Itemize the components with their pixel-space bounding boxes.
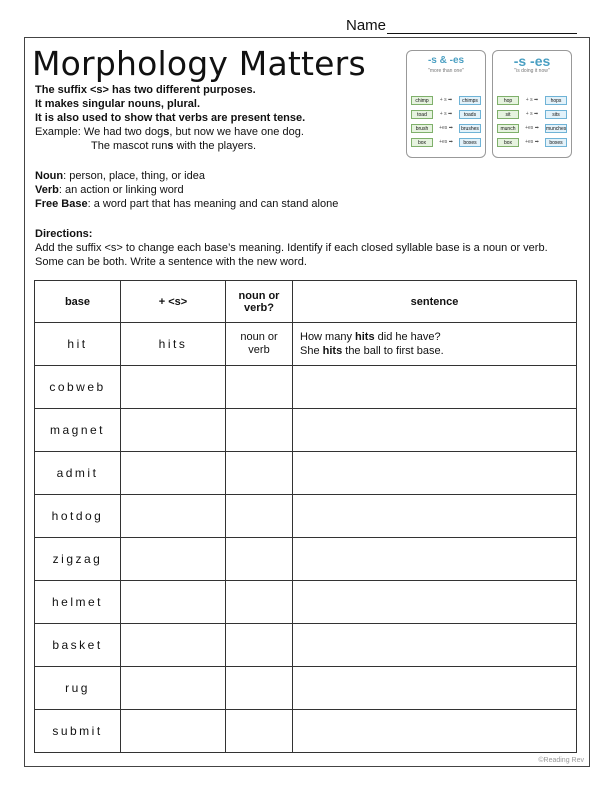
sentence-answer-cell[interactable] (293, 581, 577, 624)
card-subtitle: "is doing it now" (514, 68, 550, 74)
plus-s-cell: hits (121, 323, 226, 366)
plus-s-answer-cell[interactable] (121, 366, 226, 409)
name-label: Name (346, 17, 387, 34)
sentence-answer-cell[interactable] (293, 667, 577, 710)
intro-block (35, 83, 305, 153)
copyright-text: ©Reading Rev (538, 757, 584, 764)
noun-or-verb-answer-cell[interactable] (226, 452, 293, 495)
noun-or-verb-answer-cell[interactable] (226, 366, 293, 409)
table-row (35, 366, 577, 409)
plus-s-answer-cell[interactable] (121, 495, 226, 538)
sentence-answer-cell[interactable] (293, 409, 577, 452)
base-cell: helmet (35, 581, 121, 624)
present-tense-reference-card (492, 50, 572, 158)
column-header-sentence: sentence (293, 281, 577, 323)
intro-line-1: The suffix <s> has two different purposes. (35, 84, 256, 96)
plus-s-answer-cell[interactable] (121, 409, 226, 452)
definitions-block (35, 169, 338, 211)
plus-s-answer-cell[interactable] (121, 667, 226, 710)
plus-s-answer-cell[interactable] (121, 710, 226, 753)
table-row (35, 710, 577, 753)
base-cell: magnet (35, 409, 121, 452)
verb-definition: Verb: an action or linking word (35, 184, 184, 196)
table-row (35, 538, 577, 581)
directions-block (35, 227, 575, 269)
base-cell: zigzag (35, 538, 121, 581)
intro-line-3: It is also used to show that verbs are present tense. (35, 112, 306, 124)
card-title: -s & -es (427, 55, 465, 66)
noun-or-verb-cell: noun or verb (226, 323, 293, 366)
plural-reference-card (406, 50, 486, 158)
example-sentence-line-1: How many hits did he have? (300, 331, 441, 343)
plus-s-answer-cell[interactable] (121, 624, 226, 667)
table-row (35, 667, 577, 710)
table-row (35, 624, 577, 667)
base-cell: basket (35, 624, 121, 667)
table-row (35, 452, 577, 495)
noun-or-verb-answer-cell[interactable] (226, 538, 293, 581)
reference-cards (406, 50, 572, 162)
sentence-cell (293, 323, 577, 366)
worksheet-title: Morphology Matters (32, 44, 366, 83)
card-title: -s -es (513, 53, 551, 69)
directions-heading: Directions: (35, 228, 93, 240)
intro-line-2: It makes singular nouns, plural. (35, 98, 201, 110)
noun-or-verb-answer-cell[interactable] (226, 495, 293, 538)
card-row: hop + s ➡ hops (497, 95, 567, 105)
noun-definition: Noun: person, place, thing, or idea (35, 170, 205, 182)
card-row: sit + s ➡ sits (497, 109, 567, 119)
name-field (346, 17, 577, 34)
card-row: toad + s ➡ toads (411, 109, 481, 119)
base-cell: admit (35, 452, 121, 495)
sentence-answer-cell[interactable] (293, 366, 577, 409)
plus-s-answer-cell[interactable] (121, 452, 226, 495)
example-sentence-line-2: She hits the ball to first base. (300, 345, 444, 357)
example-row (35, 323, 577, 366)
name-blank-line[interactable] (387, 19, 577, 34)
base-cell: rug (35, 667, 121, 710)
free-base-definition: Free Base: a word part that has meaning and can stand alone (35, 198, 339, 210)
card-row: box +es ➡ boxes (497, 137, 567, 147)
noun-or-verb-answer-cell[interactable] (226, 409, 293, 452)
card-row: munch +es ➡ munches (497, 123, 567, 133)
plus-s-answer-cell[interactable] (121, 581, 226, 624)
sentence-answer-cell[interactable] (293, 495, 577, 538)
column-header-base: base (35, 281, 121, 323)
sentence-answer-cell[interactable] (293, 452, 577, 495)
directions-text: Add the suffix <s> to change each base’s meaning. Identify if each closed syllable base is a noun or verb. Some can be both. Write a sentence with the new word. (35, 242, 548, 268)
card-row: box +es ➡ boxes (411, 137, 481, 147)
column-header-noun-or-verb: noun or verb? (226, 281, 293, 323)
base-cell: hit (35, 323, 121, 366)
sentence-answer-cell[interactable] (293, 710, 577, 753)
example-sentence-1: Example: We had two dogs, but now we have one dog. (35, 126, 304, 138)
sentence-answer-cell[interactable] (293, 538, 577, 581)
plus-s-answer-cell[interactable] (121, 538, 226, 581)
table-row (35, 495, 577, 538)
noun-or-verb-answer-cell[interactable] (226, 710, 293, 753)
base-cell: hotdog (35, 495, 121, 538)
example-sentence-2: The mascot runs with the players. (91, 140, 257, 152)
base-cell: cobweb (35, 366, 121, 409)
column-header-plus-s: + <s> (121, 281, 226, 323)
table-row (35, 409, 577, 452)
card-subtitle: "more than one" (428, 68, 464, 74)
sentence-answer-cell[interactable] (293, 624, 577, 667)
base-cell: submit (35, 710, 121, 753)
card-row: brush +es ➡ brushes (411, 123, 481, 133)
table-row (35, 581, 577, 624)
noun-or-verb-answer-cell[interactable] (226, 624, 293, 667)
table-header-row (35, 281, 577, 323)
noun-or-verb-answer-cell[interactable] (226, 667, 293, 710)
noun-or-verb-answer-cell[interactable] (226, 581, 293, 624)
card-row: chimp + s ➡ chimps (411, 95, 481, 105)
worksheet-table (34, 280, 577, 753)
